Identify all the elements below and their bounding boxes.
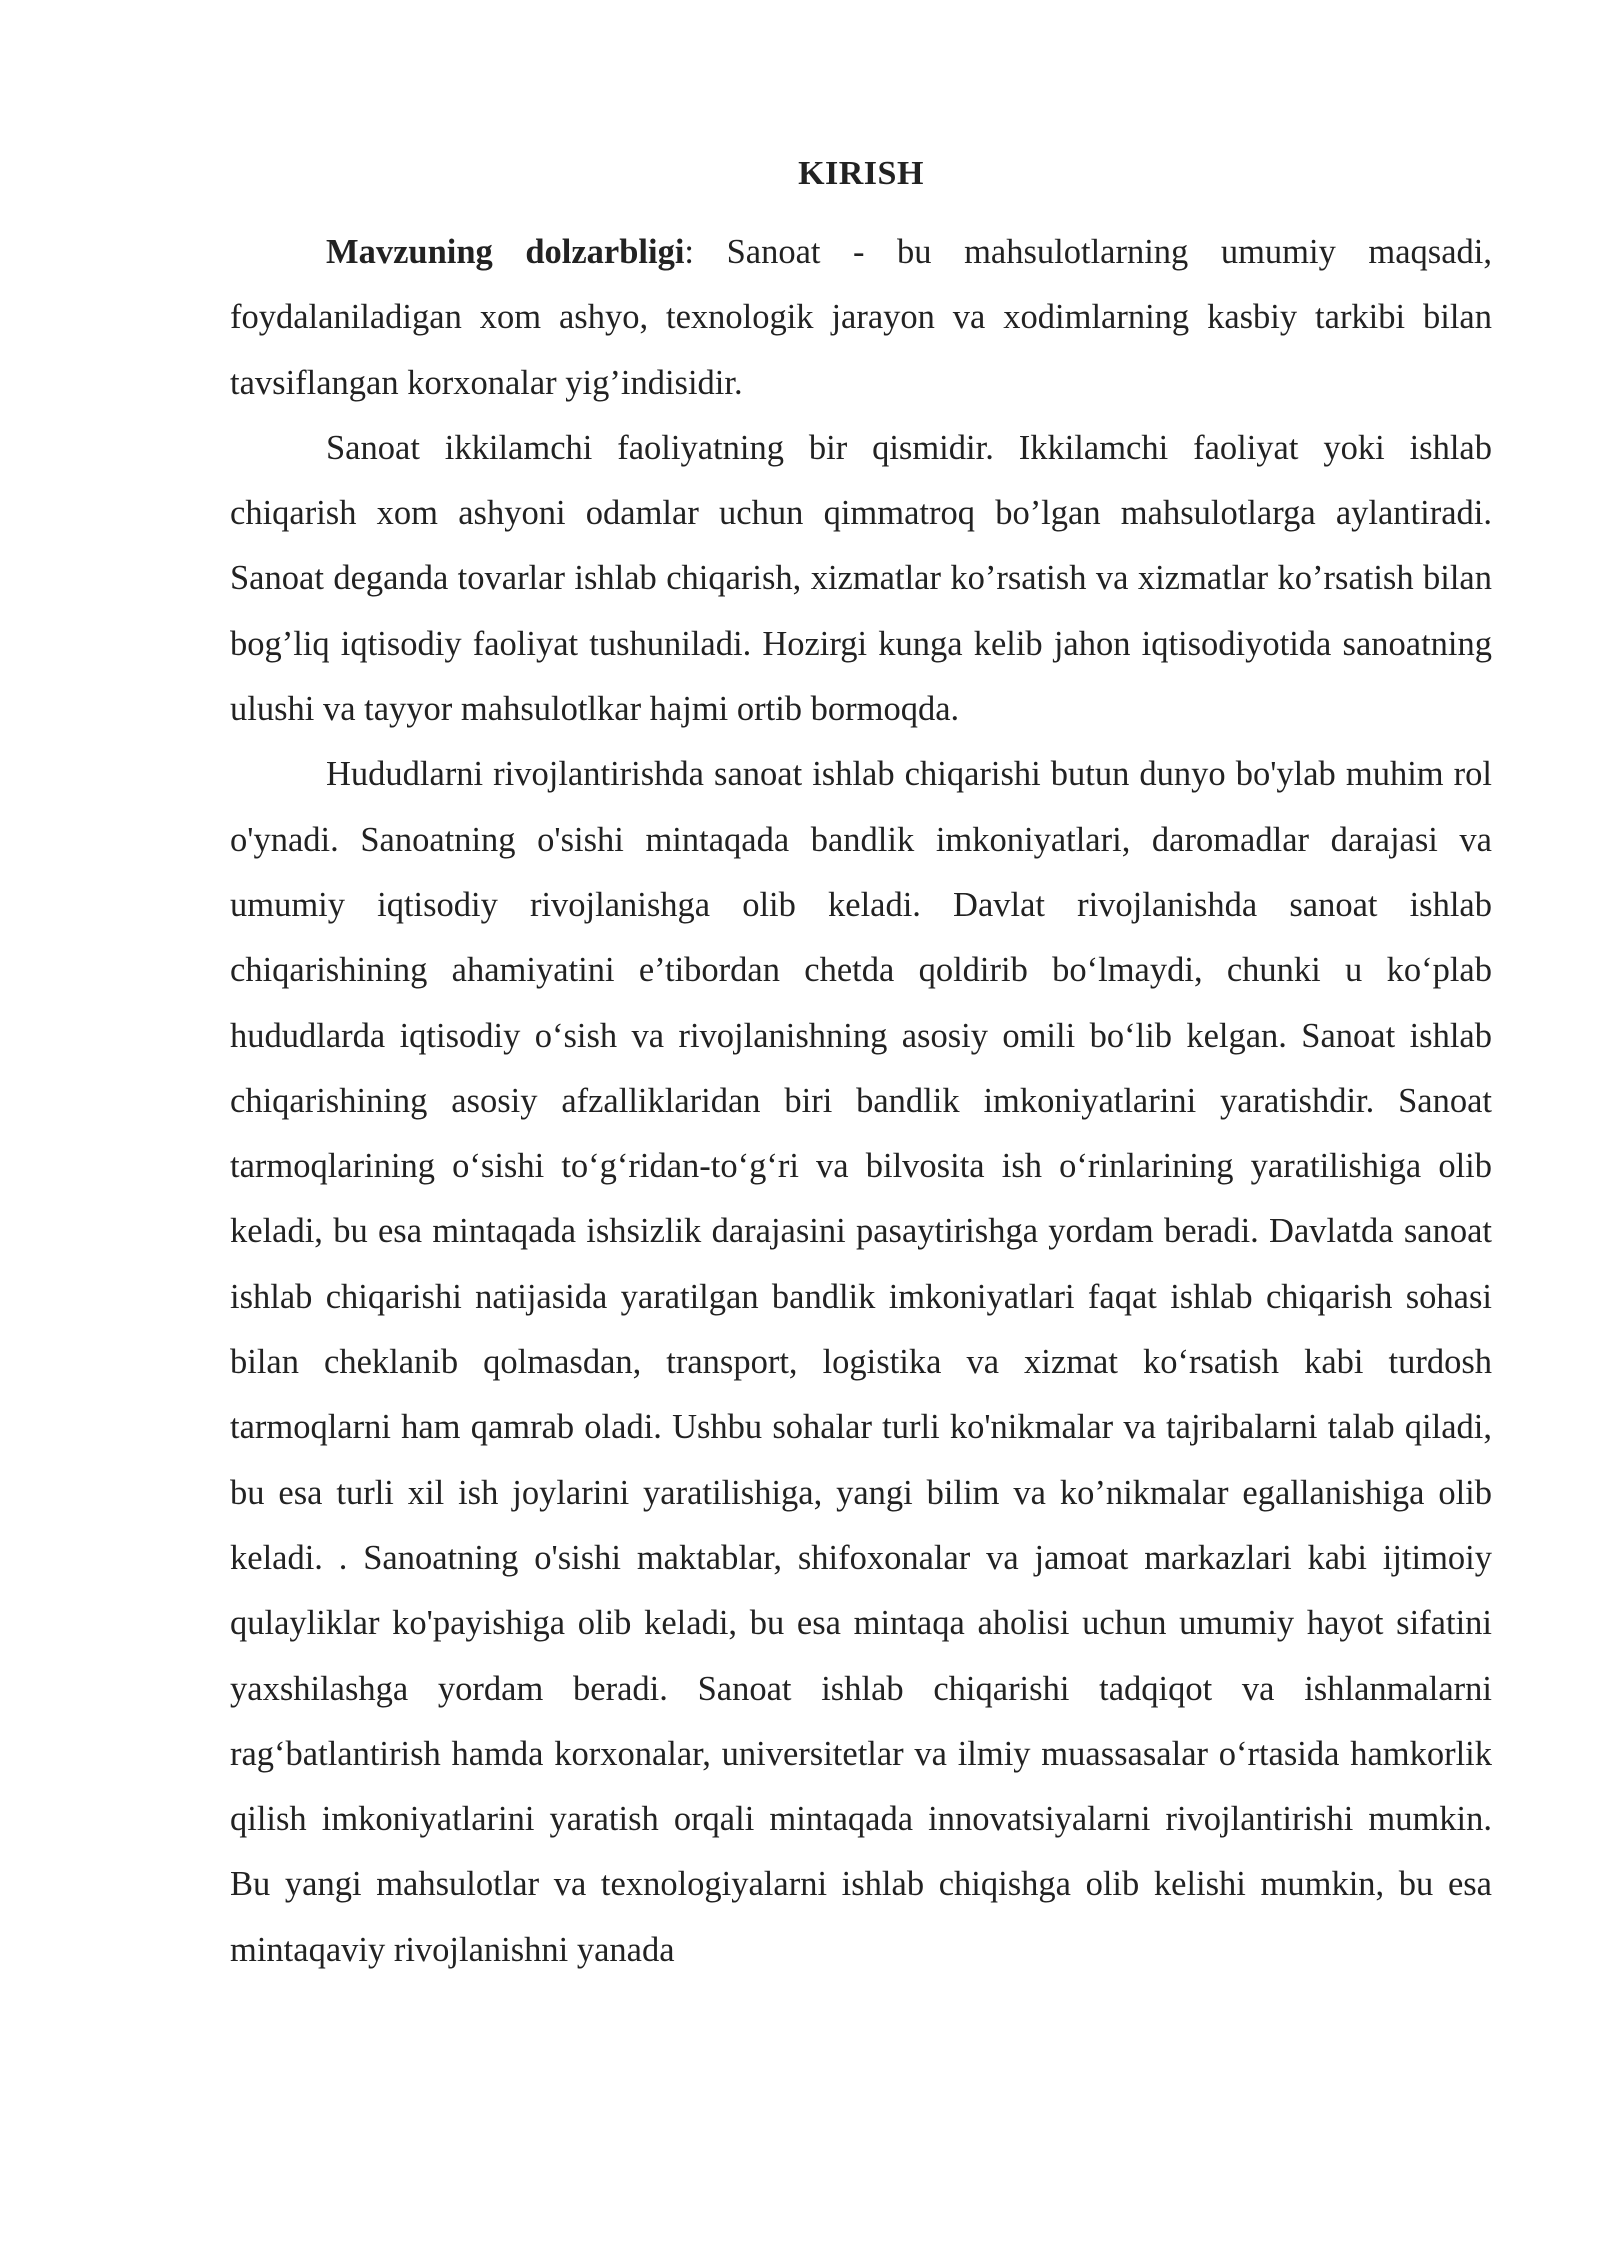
paragraph-lead-heading: Mavzuning dolzarbligi: [326, 233, 685, 271]
page-title: KIRISH: [798, 155, 924, 192]
paragraph-relevance: [230, 220, 1492, 416]
page-content: [230, 148, 1492, 1983]
paragraph-text: Hududlarni rivojlantirishda sanoat ishlab chiqarishi butun dunyo bo'ylab muhim rol o'ynadi. Sanoatning o'sishi mintaqada bandlik imkoniyatlari, daromadlar darajasi va umumiy iqtisodiy rivojlanishga olib keladi. Davlat rivojlanishda sanoat ishlab chiqarishining ahamiyatini e’tibordan chetda qoldirib bo‘lmaydi, chunki u ko‘plab hududlarda iqtisodiy o‘sish va rivojlanishning asosiy omili bo‘lib kelgan. Sanoat ishlab chiqarishining asosiy afzalliklaridan biri bandlik imkoniyatlarini yaratishdir. Sanoat tarmoqlarining o‘sishi to‘g‘ridan-to‘g‘ri va bilvosita ish o‘rinlarining yaratilishiga olib keladi, bu esa mintaqada ishsizlik darajasini pasaytirishga yordam beradi. Davlatda sanoat ishlab chiqarishi natijasida yaratilgan bandlik imkoniyatlari faqat ishlab chiqarish sohasi bilan cheklanib qolmasdan, transport, logistika va xizmat ko‘rsatish kabi turdosh tarmoqlarni ham qamrab oladi. Ushbu sohalar turli ko'nikmalar va tajribalarni talab qiladi, bu esa turli xil ish joylarini yaratilishiga, yangi bilim va ko’nikmalar egallanishiga olib keladi. . Sanoatning o'sishi maktablar, shifoxonalar va jamoat markazlari kabi ijtimoiy qulayliklar ko'payishiga olib keladi, bu esa mintaqa aholisi uchun umumiy hayot sifatini yaxshilashga yordam beradi. Sanoat ishlab chiqarishi tadqiqot va ishlanmalarni rag‘batlantirish hamda korxonalar, universitetlar va ilmiy muassasalar o‘rtasida hamkorlik qilish imkoniyatlarini yaratish orqali mintaqada innovatsiyalarni rivojlantirishi mumkin. Bu yangi mahsulotlar va texnologiyalarni ishlab chiqishga olib kelishi mumkin, bu esa mintaqaviy rivojlanishni yanada: [230, 755, 1492, 1969]
paragraph-secondary-activity: [230, 416, 1492, 742]
paragraph-regional-development: [230, 742, 1492, 1983]
paragraph-text: Sanoat ikkilamchi faoliyatning bir qismidir. Ikkilamchi faoliyat yoki ishlab chiqarish xom ashyoni odamlar uchun qimmatroq bo’lgan mahsulotlarga aylantiradi. Sanoat deganda tovarlar ishlab chiqarish, xizmatlar ko’rsatish va xizmatlar ko’rsatish bilan bog’liq iqtisodiy faoliyat tushuniladi. Hozirgi kunga kelib jahon iqtisodiyotida sanoatning ulushi va tayyor mahsulotlkar hajmi ortib bormoqda.: [230, 428, 1492, 729]
paragraph-lead-separator: :: [684, 233, 727, 271]
paragraph-text: Sanoat - bu mahsulotlarning umumiy maqsadi, foydalaniladigan xom ashyo, texnologik jarayon va xodimlarning kasbiy tarkibi bilan tavsiflangan korxonalar yig’indisidir.: [230, 233, 1492, 402]
